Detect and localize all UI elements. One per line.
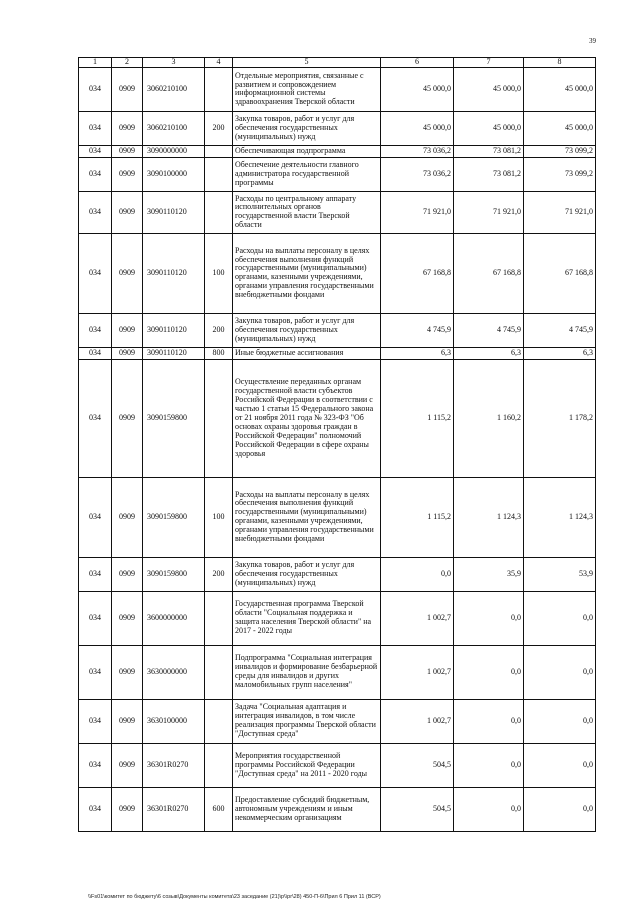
amount-col-7: 35,9: [454, 557, 524, 591]
section-code: 0909: [112, 191, 143, 233]
section-code: 0909: [112, 67, 143, 111]
amount-col-7: 67 168,8: [454, 233, 524, 313]
amount-col-6: 73 036,2: [381, 145, 454, 157]
section-code: 0909: [112, 477, 143, 557]
ministry-code: 034: [79, 347, 112, 359]
description: Иные бюджетные ассигнования: [233, 347, 381, 359]
amount-col-8: 45 000,0: [524, 111, 596, 145]
section-code: 0909: [112, 699, 143, 743]
ministry-code: 034: [79, 645, 112, 699]
section-code: 0909: [112, 645, 143, 699]
table-row: [79, 645, 596, 699]
amount-col-7: 0,0: [454, 645, 524, 699]
target-article-code: 3090159800: [143, 477, 205, 557]
description: Предоставление субсидий бюджетным, автономным учреждениям и иным некоммерческим организациям: [233, 787, 381, 831]
target-article-code: 3090159800: [143, 359, 205, 477]
description: Обеспечивающая подпрограмма: [233, 145, 381, 157]
amount-col-8: 71 921,0: [524, 191, 596, 233]
table-row: [79, 191, 596, 233]
budget-table: [78, 57, 596, 832]
ministry-code: 034: [79, 67, 112, 111]
amount-col-8: 53,9: [524, 557, 596, 591]
target-article-code: 3090100000: [143, 157, 205, 191]
table-row: [79, 477, 596, 557]
section-code: 0909: [112, 347, 143, 359]
amount-col-8: 1 178,2: [524, 359, 596, 477]
amount-col-7: 0,0: [454, 787, 524, 831]
amount-col-8: 45 000,0: [524, 67, 596, 111]
expense-type-code: [205, 145, 233, 157]
section-code: 0909: [112, 157, 143, 191]
table-row: [79, 557, 596, 591]
target-article-code: 3630000000: [143, 645, 205, 699]
col-header-7: 7: [454, 58, 524, 68]
section-code: 0909: [112, 313, 143, 347]
table-row: [79, 67, 596, 111]
description: Расходы по центральному аппарату исполнительных органов государственной власти Тверской области: [233, 191, 381, 233]
section-code: 0909: [112, 233, 143, 313]
amount-col-6: 1 115,2: [381, 477, 454, 557]
expense-type-code: [205, 67, 233, 111]
target-article-code: 3090110120: [143, 313, 205, 347]
expense-type-code: 800: [205, 347, 233, 359]
amount-col-6: 1 115,2: [381, 359, 454, 477]
target-article-code: 36301R0270: [143, 787, 205, 831]
target-article-code: 3090159800: [143, 557, 205, 591]
target-article-code: 3090110120: [143, 233, 205, 313]
amount-col-8: 1 124,3: [524, 477, 596, 557]
amount-col-6: 73 036,2: [381, 157, 454, 191]
table-row: [79, 743, 596, 787]
amount-col-8: 0,0: [524, 591, 596, 645]
amount-col-6: 1 002,7: [381, 645, 454, 699]
section-code: 0909: [112, 359, 143, 477]
amount-col-6: 71 921,0: [381, 191, 454, 233]
ministry-code: 034: [79, 157, 112, 191]
table-row: [79, 591, 596, 645]
amount-col-8: 0,0: [524, 787, 596, 831]
description: Расходы на выплаты персоналу в целях обеспечения выполнения функций государственными (муниципальными) органами, казенными учреждениями, органами управления государственными внебюджетными фондами: [233, 233, 381, 313]
amount-col-7: 6,3: [454, 347, 524, 359]
amount-col-7: 45 000,0: [454, 67, 524, 111]
amount-col-7: 45 000,0: [454, 111, 524, 145]
target-article-code: 3090110120: [143, 191, 205, 233]
amount-col-8: 4 745,9: [524, 313, 596, 347]
amount-col-7: 71 921,0: [454, 191, 524, 233]
table-row: [79, 145, 596, 157]
col-header-1: 1: [79, 58, 112, 68]
ministry-code: 034: [79, 787, 112, 831]
table-row: [79, 359, 596, 477]
expense-type-code: 100: [205, 233, 233, 313]
amount-col-8: 0,0: [524, 645, 596, 699]
expense-type-code: [205, 645, 233, 699]
expense-type-code: [205, 743, 233, 787]
expense-type-code: 200: [205, 557, 233, 591]
ministry-code: 034: [79, 557, 112, 591]
col-header-2: 2: [112, 58, 143, 68]
amount-col-6: 45 000,0: [381, 111, 454, 145]
col-header-6: 6: [381, 58, 454, 68]
amount-col-6: 504,5: [381, 743, 454, 787]
section-code: 0909: [112, 591, 143, 645]
section-code: 0909: [112, 787, 143, 831]
table-row: [79, 313, 596, 347]
description: Закупка товаров, работ и услуг для обеспечения государственных (муниципальных) нужд: [233, 313, 381, 347]
col-header-5: 5: [233, 58, 381, 68]
description: Расходы на выплаты персоналу в целях обеспечения выполнения функций государственными (муниципальными) органами, казенными учреждениями, органами управления государственными внебюджетными фондами: [233, 477, 381, 557]
description: Подпрограмма "Социальная интеграция инвалидов и формирование безбарьерной среды для инвалидов и других маломобильных групп населения": [233, 645, 381, 699]
amount-col-8: 6,3: [524, 347, 596, 359]
amount-col-7: 0,0: [454, 699, 524, 743]
ministry-code: 034: [79, 233, 112, 313]
amount-col-6: 504,5: [381, 787, 454, 831]
expense-type-code: 200: [205, 313, 233, 347]
amount-col-8: 67 168,8: [524, 233, 596, 313]
description: Обеспечение деятельности главного администратора государственной программы: [233, 157, 381, 191]
amount-col-6: 45 000,0: [381, 67, 454, 111]
amount-col-8: 0,0: [524, 743, 596, 787]
ministry-code: 034: [79, 191, 112, 233]
amount-col-6: 1 002,7: [381, 699, 454, 743]
table-row: [79, 699, 596, 743]
section-code: 0909: [112, 557, 143, 591]
target-article-code: 3060210100: [143, 67, 205, 111]
description: Мероприятия государственной программы Российской Федерации "Доступная среда" на 2011 - 2020 годы: [233, 743, 381, 787]
ministry-code: 034: [79, 145, 112, 157]
expense-type-code: [205, 699, 233, 743]
table-row: [79, 347, 596, 359]
amount-col-8: 73 099,2: [524, 145, 596, 157]
table-row: [79, 111, 596, 145]
target-article-code: 3060210100: [143, 111, 205, 145]
amount-col-7: 0,0: [454, 591, 524, 645]
ministry-code: 034: [79, 477, 112, 557]
description: Закупка товаров, работ и услуг для обеспечения государственных (муниципальных) нужд: [233, 111, 381, 145]
page-number: 39: [589, 37, 596, 45]
description: Закупка товаров, работ и услуг для обеспечения государственных (муниципальных) нужд: [233, 557, 381, 591]
section-code: 0909: [112, 145, 143, 157]
description: Осуществление переданных органам государственной власти субъектов Российской Федерации в соответствии с частью 1 статьи 15 Федерального закона от 21 ноября 2011 года № 323-ФЗ "Об основах охраны здоровья граждан в Российской Федерации" полномочий Российской Федерации в сфере охраны здоровья: [233, 359, 381, 477]
amount-col-7: 73 081,2: [454, 157, 524, 191]
expense-type-code: 600: [205, 787, 233, 831]
amount-col-7: 1 160,2: [454, 359, 524, 477]
file-path-footer: \\Fs01\комитет по бюджету\6 созыв\Документы комитета\23 заседание (21)\p\\pr\28) 450-П-6\Прил 6 Прил 11 (ВСР): [88, 894, 381, 900]
ministry-code: 034: [79, 699, 112, 743]
amount-col-6: 4 745,9: [381, 313, 454, 347]
amount-col-6: 6,3: [381, 347, 454, 359]
amount-col-6: 67 168,8: [381, 233, 454, 313]
amount-col-7: 4 745,9: [454, 313, 524, 347]
section-code: 0909: [112, 111, 143, 145]
col-header-4: 4: [205, 58, 233, 68]
target-article-code: 36301R0270: [143, 743, 205, 787]
target-article-code: 3090000000: [143, 145, 205, 157]
amount-col-8: 0,0: [524, 699, 596, 743]
table-row: [79, 233, 596, 313]
expense-type-code: 100: [205, 477, 233, 557]
expense-type-code: [205, 191, 233, 233]
col-header-3: 3: [143, 58, 205, 68]
description: Отдельные мероприятия, связанные с развитием и сопровождением информационной системы здравоохранения Тверской области: [233, 67, 381, 111]
ministry-code: 034: [79, 359, 112, 477]
target-article-code: 3090110120: [143, 347, 205, 359]
col-header-8: 8: [524, 58, 596, 68]
description: Задача "Социальная адаптация и интеграция инвалидов, в том числе реализация программы Тверской области "Доступная среда": [233, 699, 381, 743]
expense-type-code: [205, 591, 233, 645]
target-article-code: 3600000000: [143, 591, 205, 645]
expense-type-code: [205, 157, 233, 191]
amount-col-7: 73 081,2: [454, 145, 524, 157]
table-row: [79, 787, 596, 831]
ministry-code: 034: [79, 591, 112, 645]
target-article-code: 3630100000: [143, 699, 205, 743]
amount-col-8: 73 099,2: [524, 157, 596, 191]
ministry-code: 034: [79, 743, 112, 787]
ministry-code: 034: [79, 313, 112, 347]
header-row: [79, 58, 596, 68]
amount-col-7: 0,0: [454, 743, 524, 787]
expense-type-code: [205, 359, 233, 477]
description: Государственная программа Тверской области "Социальная поддержка и защита населения Тверской области" на 2017 - 2022 годы: [233, 591, 381, 645]
ministry-code: 034: [79, 111, 112, 145]
section-code: 0909: [112, 743, 143, 787]
amount-col-6: 1 002,7: [381, 591, 454, 645]
expense-type-code: 200: [205, 111, 233, 145]
amount-col-7: 1 124,3: [454, 477, 524, 557]
table-row: [79, 157, 596, 191]
amount-col-6: 0,0: [381, 557, 454, 591]
